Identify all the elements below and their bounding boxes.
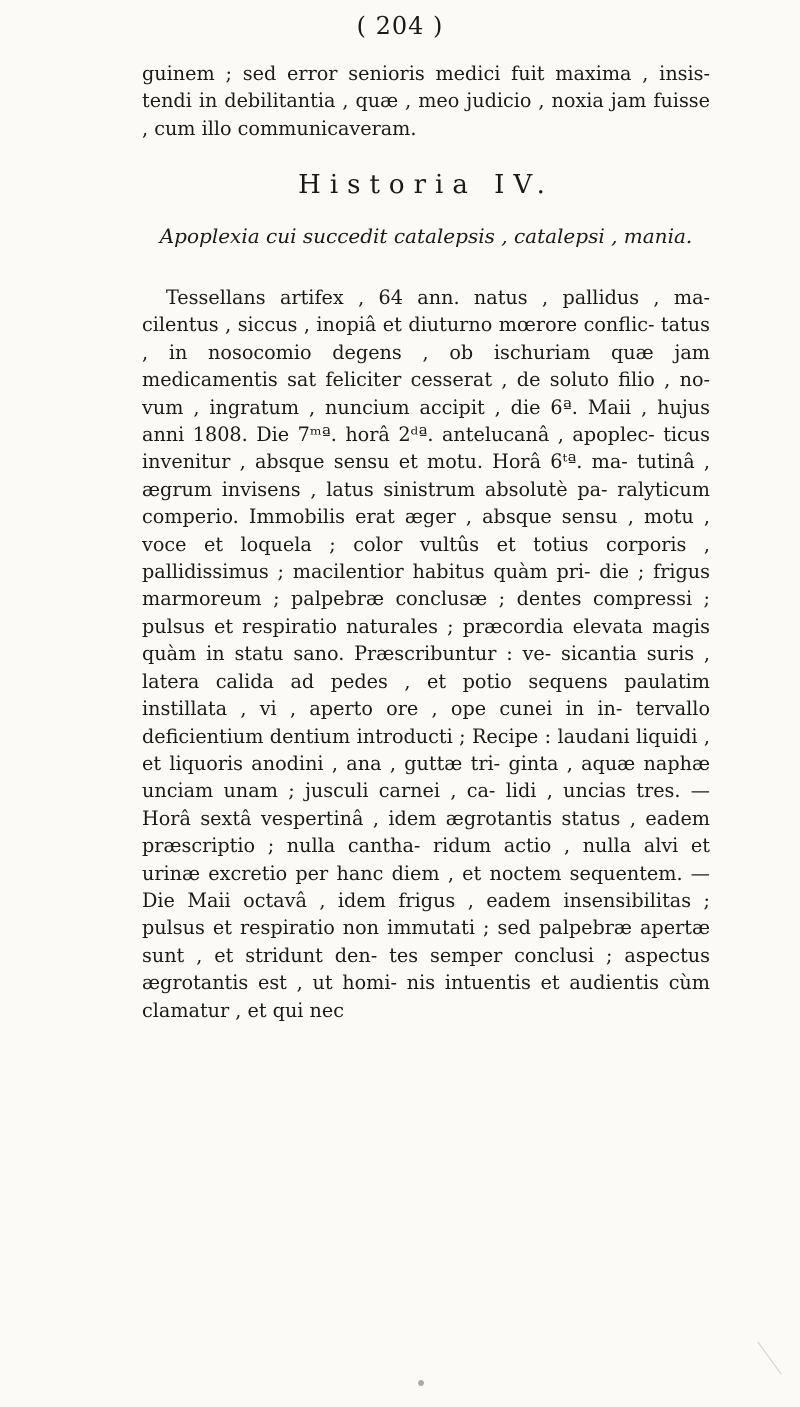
page-mark (757, 1342, 781, 1375)
section-title: Historia IV. (298, 170, 554, 200)
lead-paragraph: guinem ; sed error senioris medici fuit maxima , insis- tendi in debilitantia , quæ , meo judicio , noxia jam fuisse , cum illo communicaveram. (142, 62, 710, 140)
ink-spot (418, 1380, 424, 1386)
page-number: ( 204 ) (356, 12, 444, 40)
section-subtitle: Apoplexia cui succedit catalepsis , catalepsi , mania. (159, 224, 693, 248)
main-paragraph: Tessellans artifex , 64 ann. natus , pallidus , ma- cilentus , siccus , inopiâ et diuturno mœrore conflic- tatus , in nosocomio degens , ob ischuriam quæ jam medicamentis sat feliciter cesserat , de soluto filio , no- vum , ingratum , nuncium accipit , die 6ª. Maii , hujus anni 1808. Die 7ᵐª. horâ 2ᵈª. antelucanâ , apoplec- ticus invenitur , absque sensu et motu. Horâ 6ᵗª. ma- tutinâ , ægrum invisens , latus sinistrum absolutè pa- ralyticum comperio. Immobilis erat æger , absque sensu , motu , voce et loquela ; color vultûs et totius corporis , pallidissimus ; macilentior habitus quàm pri- die ; frigus marmoreum ; palpebræ conclusæ ; dentes compressi ; pulsus et respiratio naturales ; præcordia elevata magis quàm in statu sano. Præscribuntur : ve- sicantia suris , latera calida ad pedes , et potio sequens paulatim instillata , vi , aperto ore , ope cunei in in- tervallo deficientium dentium introducti ; Recipe : laudani liquidi , et liquoris anodini , ana , guttæ tri- ginta , aquæ naphæ unciam unam ; jusculi carnei , ca- lidi , uncias tres. — Horâ sextâ vespertinâ , idem ægrotantis status , eadem præscriptio ; nulla cantha- ridum actio , nulla alvi et urinæ excretio per hanc diem , et noctem sequentem. — Die Maii octavâ , idem frigus , eadem insensibilitas ; pulsus et respiratio non immutati ; sed palpebræ apertæ sunt , et stridunt den- tes semper conclusi ; aspectus ægrotantis est , ut homi- nis intuentis et audientis cùm clamatur , et qui nec (142, 286, 710, 1022)
